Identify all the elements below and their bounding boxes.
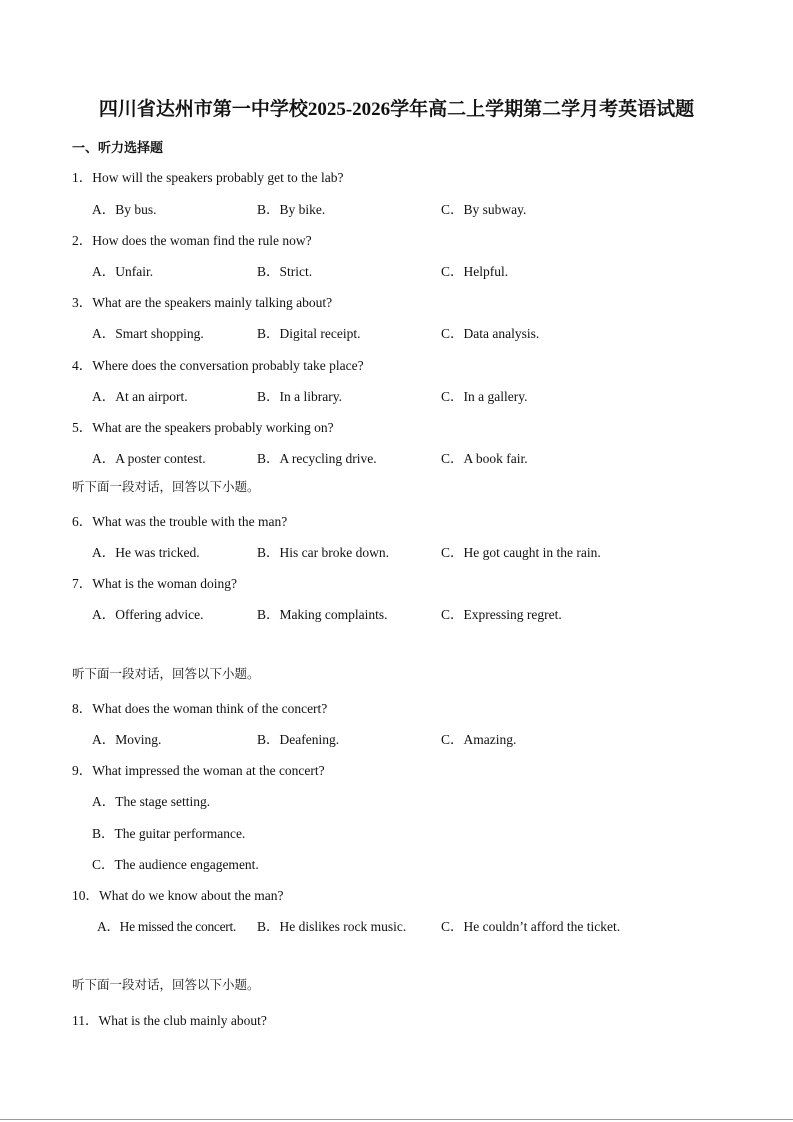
- q4-option-c: C．In a gallery.: [441, 389, 528, 404]
- question-1: 1．How will the speakers probably get to the lab?: [72, 170, 344, 185]
- question-10: 10．What do we know about the man?: [72, 888, 284, 903]
- q8-option-c: C．Amazing.: [441, 732, 517, 747]
- exam-title: 四川省达州市第一中学校2025-2026学年高二上学期第二学月考英语试题: [98, 99, 695, 120]
- question-8: 8．What does the woman think of the concert?: [72, 701, 328, 716]
- q3-option-c: C．Data analysis.: [441, 326, 540, 341]
- q7-option-b: B．Making complaints.: [257, 607, 388, 622]
- q2-option-b: B．Strict.: [257, 264, 313, 279]
- q4-option-a: A．At an airport.: [92, 389, 188, 404]
- q7-option-a: A．Offering advice.: [92, 607, 204, 622]
- question-4: 4．Where does the conversation probably take place?: [72, 358, 364, 373]
- listening-instruction: 听下面一段对话，回答以下小题。: [72, 666, 260, 681]
- q8-option-a: A．Moving.: [92, 732, 162, 747]
- q1-option-a: A．By bus.: [92, 202, 157, 217]
- q3-option-a: A．Smart shopping.: [92, 326, 204, 341]
- question-7: 7．What is the woman doing?: [72, 576, 237, 591]
- q5-option-b: B．A recycling drive.: [257, 451, 377, 466]
- listening-instruction: 听下面一段对话，回答以下小题。: [72, 977, 260, 992]
- q7-option-c: C．Expressing regret.: [441, 607, 562, 622]
- listening-instruction: 听下面一段对话，回答以下小题。: [72, 479, 260, 494]
- q2-option-c: C．Helpful.: [441, 264, 509, 279]
- q9-option-b: B．The guitar performance.: [92, 826, 246, 841]
- q4-option-b: B．In a library.: [257, 389, 342, 404]
- q3-option-b: B．Digital receipt.: [257, 326, 361, 341]
- q6-option-c: C．He got caught in the rain.: [441, 545, 601, 560]
- q6-option-b: B．His car broke down.: [257, 545, 389, 560]
- q10-option-b: B．He dislikes rock music.: [257, 919, 407, 934]
- q9-option-a: A．The stage setting.: [92, 794, 211, 809]
- q1-option-b: B．By bike.: [257, 202, 326, 217]
- q9-option-c: C．The audience engagement.: [92, 857, 259, 872]
- q5-option-c: C．A book fair.: [441, 451, 528, 466]
- q5-option-a: A．A poster contest.: [92, 451, 206, 466]
- question-9: 9．What impressed the woman at the concert?: [72, 763, 325, 778]
- q6-option-a: A．He was tricked.: [92, 545, 200, 560]
- q2-option-a: A．Unfair.: [92, 264, 154, 279]
- question-2: 2．How does the woman find the rule now?: [72, 233, 312, 248]
- question-11: 11．What is the club mainly about?: [72, 1013, 267, 1028]
- q10-option-c: C．He couldn’t afford the ticket.: [441, 919, 621, 934]
- q1-option-c: C．By subway.: [441, 202, 527, 217]
- section-heading: 一、听力选择题: [72, 141, 164, 156]
- question-6: 6．What was the trouble with the man?: [72, 514, 288, 529]
- q10-option-a: A．He missed the concert.: [97, 919, 237, 934]
- question-3: 3．What are the speakers mainly talking about?: [72, 295, 333, 310]
- page-bottom-divider: [0, 1119, 793, 1120]
- question-5: 5．What are the speakers probably working on?: [72, 420, 334, 435]
- q8-option-b: B．Deafening.: [257, 732, 340, 747]
